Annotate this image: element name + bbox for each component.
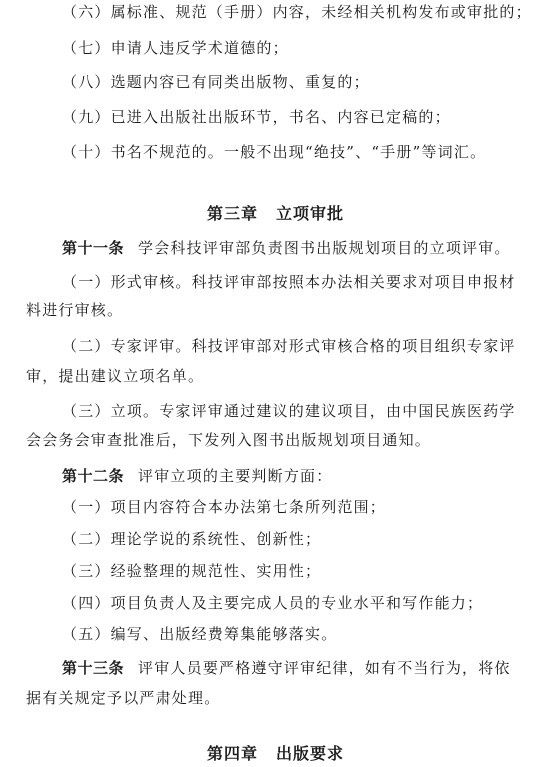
article-12-item-4: （四）项目负责人及主要完成人员的专业水平和写作能力；: [62, 594, 484, 612]
article-11-item-2-line-2: 审，提出建议立项名单。: [26, 367, 205, 385]
article-12-item-5: （五）编写、出版经费筹集能够落实。: [62, 625, 338, 643]
article-11-label: 第十一条: [62, 239, 125, 257]
article-12-item-3: （三）经验整理的规范性、实用性；: [62, 562, 322, 580]
article-11-item-1-line-1: （一）形式审核。科技评审部按照本办法相关要求对项目申报材: [62, 273, 516, 291]
article-11-item-1-line-2: 料进行审核。: [26, 301, 124, 319]
article-12-item-1: （一）项目内容符合本办法第七条所列范围；: [62, 498, 387, 516]
article-11-item-3-line-2: 会会务会审查批准后，下发列入图书出版规划项目通知。: [26, 431, 432, 449]
item-nine: （九）已进入出版社出版环节，书名、内容已定稿的；: [62, 108, 451, 126]
article-12-text: 评审立项的主要判断方面：: [138, 467, 333, 485]
chapter-3-number: 第三章: [206, 204, 258, 223]
chapter-4-title: 出版要求: [276, 744, 345, 763]
chapter-3-heading: [0, 204, 551, 224]
article-13-text: 评审人员要严格遵守评审纪律，如有不当行为，将依: [138, 659, 511, 677]
chapter-4-heading: [0, 744, 551, 764]
item-ten: （十）书名不规范的。一般不出现“绝技”、“手册”等词汇。: [62, 143, 487, 161]
article-13-line-1: [0, 658, 551, 678]
article-13-label: 第十三条: [62, 659, 125, 677]
article-12: [0, 466, 551, 486]
article-13-line-2: 据有关规定予以严肃处理。: [26, 689, 221, 707]
chapter-4-number: 第四章: [206, 744, 258, 763]
item-seven: （七）申请人违反学术道德的；: [62, 39, 289, 57]
article-11-item-3-line-1: （三）立项。专家评审通过建议的建议项目，由中国民族医药学: [62, 402, 516, 420]
article-12-label: 第十二条: [62, 467, 125, 485]
item-six: （六）属标准、规范（手册）内容，未经相关机构发布或审批的；: [62, 3, 532, 21]
article-11-text: 学会科技评审部负责图书出版规划项目的立项评审。: [138, 239, 511, 257]
article-12-item-2: （二）理论学说的系统性、创新性；: [62, 530, 322, 548]
item-eight: （八）选题内容已有同类出版物、重复的；: [62, 73, 370, 91]
chapter-3-title: 立项审批: [276, 204, 345, 223]
article-11-item-2-line-1: （二）专家评审。科技评审部对形式审核合格的项目组织专家评: [62, 337, 516, 355]
article-11: [0, 238, 551, 258]
